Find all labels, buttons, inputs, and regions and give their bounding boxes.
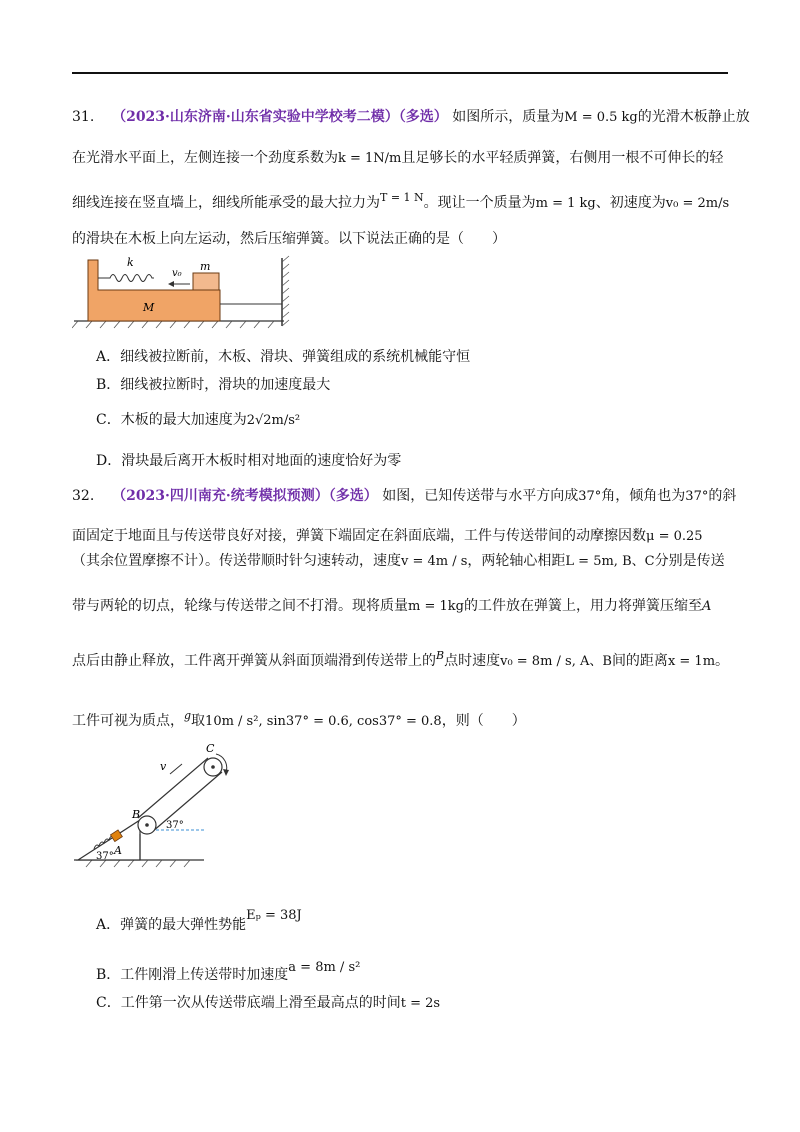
block-m — [193, 273, 219, 290]
velocity-arrowhead — [168, 281, 174, 287]
point-A-label: A — [114, 844, 122, 857]
q31-spring-constant: k = 1N/m — [338, 151, 402, 166]
q32-type: （多选） — [328, 488, 378, 504]
upper-axle — [211, 765, 215, 769]
q31-max-accel: 2√2m/s² — [246, 413, 301, 428]
block-label: m — [200, 260, 211, 273]
q31-option-b: B．细线被拉断时，滑块的加速度最大 — [96, 377, 331, 393]
spring-label: k — [127, 256, 134, 269]
q32-initial-velocity: v₀ = 8m / s, A、B — [500, 654, 612, 669]
velocity-label: v₀ — [172, 268, 182, 279]
q31-mass-block: m = 1 kg — [535, 196, 596, 211]
belt-velocity-label: v — [160, 760, 167, 773]
q31-source: （2023·山东济南·山东省实验中学校考二模） — [112, 109, 399, 125]
q32-mass: m = 1kg — [408, 599, 464, 614]
angle-belt-label: 37° — [166, 820, 184, 831]
q32-line4: 带与两轮的切点，轮缘与传送带之间不打滑。现将质量m = 1kg的工件放在弹簧上，用力将弹簧压缩至A — [72, 598, 712, 614]
q31-line2: 在光滑水平面上，左侧连接一个劲度系数为k = 1N/m且足够长的水平轻质弹簧，右侧用一根不可伸长的轻 — [72, 150, 724, 166]
q32-option-b: B．工件刚滑上传送带时加速度a = 8m / s² — [96, 960, 361, 983]
q32-distance-AB: x = 1m — [667, 654, 716, 669]
ground-hatch — [72, 321, 274, 328]
q32-line1: 32. （2023·四川南充·统考模拟预测）（多选） 如图，已知传送带与水平方向成37°角，倾角也为37°的斜 — [72, 488, 737, 504]
q32-constants: 10m / s², sin37° = 0.6, cos37° = 0.8 — [205, 714, 442, 729]
point-B-label: B — [132, 808, 141, 821]
q32-line3: （其余位置摩擦不计）。传送带顺时针匀速转动，速度v = 4m / s，两轮轴心相距L = 5m, B、C分别是传送 — [72, 553, 725, 569]
q32-line2: 面固定于地面且与传送带良好对接，弹簧下端固定在斜面底端，工件与传送带间的动摩擦因数μ = 0.25 — [72, 528, 703, 544]
header-rule — [72, 72, 728, 74]
q31-option-c: C．木板的最大加速度为2√2m/s² — [96, 412, 301, 428]
q32-line5: 点后由静止释放，工件离开弹簧从斜面顶端滑到传送带上的$^B$点时速度v₀ = 8m / s, A、B间的距离x = 1m。 — [72, 649, 730, 669]
q31-initial-velocity: v₀ = 2m/s — [665, 196, 730, 211]
board-label: M — [143, 301, 155, 314]
belt-velocity-arrow — [170, 764, 182, 774]
q32-belt-speed: v = 4m / s — [401, 554, 468, 569]
q31-max-tension: T = 1 N — [380, 191, 424, 204]
rotation-arrowhead — [223, 769, 229, 776]
q32-initial-accel: a = 8m / s² — [288, 960, 361, 975]
angle-incline-label: 37° — [96, 851, 114, 862]
q31-mass-board: M = 0.5 kg — [564, 110, 638, 125]
q31-option-d: D．滑块最后离开木板时相对地面的速度恰好为零 — [96, 453, 402, 469]
q31-number: 31. — [72, 109, 95, 125]
q32-axle-distance: L = 5m, B、C — [565, 554, 655, 569]
lower-axle — [145, 823, 149, 827]
q32-max-elastic-pe: Eₚ = 38J — [246, 908, 302, 923]
q32-line6: 工件可视为质点，$^g$取10m / s², sin37° = 0.6, cos37° = 0.8，则（ ） — [72, 709, 526, 729]
point-C-label: C — [206, 742, 215, 755]
q31-figure — [72, 254, 302, 334]
q32-time: t = 2s — [400, 996, 441, 1011]
q31-type: （多选） — [398, 109, 448, 125]
q31-option-a: A．细线被拉断前，木板、滑块、弹簧组成的系统机械能守恒 — [96, 349, 471, 365]
q31-line1: 31. （2023·山东济南·山东省实验中学校考二模）（多选） 如图所示，质量为M = 0.5 kg的光滑木板静止放 — [72, 109, 750, 125]
wall-hatch — [282, 256, 289, 326]
spring — [98, 275, 154, 282]
q32-option-c: C．工件第一次从传送带底端上滑至最高点的时间t = 2s — [96, 995, 441, 1011]
q32-source: （2023·四川南充·统考模拟预测） — [112, 488, 329, 504]
belt-top — [138, 758, 208, 818]
q32-figure — [72, 738, 272, 868]
q31-line4: 的滑块在木板上向左运动，然后压缩弹簧。以下说法正确的是（ ） — [72, 231, 506, 247]
q32-friction-coef: μ = 0.25 — [646, 529, 703, 544]
q32-number: 32. — [72, 488, 95, 504]
belt-bottom — [152, 772, 222, 832]
q32-option-a: A．弹簧的最大弹性势能Eₚ = 38J — [96, 908, 302, 933]
q31-line3: 细线连接在竖直墙上，细线所能承受的最大拉力为$^{T = 1 N}$。现让一个质量为m = 1 kg、初速度为v₀ = 2m/s — [72, 191, 730, 211]
